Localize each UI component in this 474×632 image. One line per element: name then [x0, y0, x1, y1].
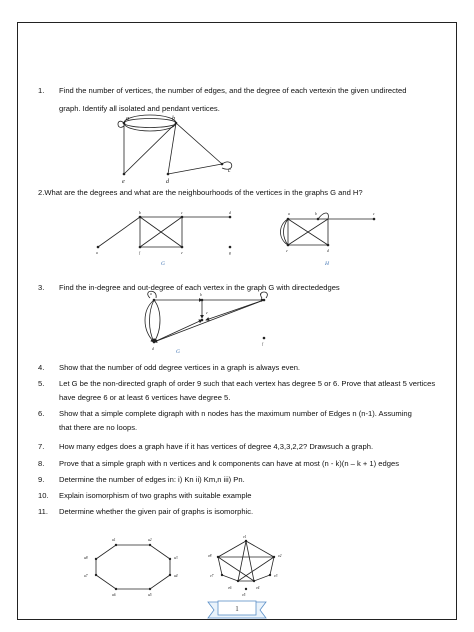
vertex-label: e — [181, 251, 183, 255]
vertex-label: c — [373, 212, 375, 216]
vertex-label: d — [327, 249, 329, 253]
vertex-label: v8 — [208, 554, 212, 558]
vertex-label: d — [229, 211, 231, 215]
vertex-label: a — [126, 116, 129, 122]
octagon-graph-u — [78, 535, 198, 599]
graph-caption: G — [176, 349, 180, 355]
vertex-label: b — [200, 293, 202, 297]
question-number: 11. — [38, 507, 48, 516]
vertex-label: u5 — [148, 593, 152, 597]
vertex-label: f — [139, 251, 140, 255]
vertex-label: a — [150, 292, 152, 296]
graph-g-diagram — [90, 207, 250, 269]
question-2 — [38, 188, 363, 198]
vertex-label: e — [286, 249, 288, 253]
question-text: What are the degrees and what are the neighbourhoods of the vertices in the graphs G and H? — [44, 188, 363, 197]
vertex-label: u4 — [174, 574, 178, 578]
question-text: that there are no loops. — [59, 423, 138, 432]
question-text: Find the number of vertices, the number of edges, and the degree of each vertexin the given undirected — [59, 86, 407, 95]
vertex-label: u3 — [174, 556, 178, 560]
page-number-ribbon — [206, 598, 268, 622]
vertex-label: d — [166, 179, 169, 185]
question-text: Show that the number of odd degree vertices in a graph is always even. — [59, 363, 301, 372]
vertex-label: b — [315, 212, 317, 216]
question-number: 2. — [38, 188, 45, 197]
vertex-label: v1 — [243, 535, 247, 539]
vertex-label: c — [260, 292, 262, 296]
question-text: Explain isomorphism of two graphs with suitable example — [59, 491, 252, 500]
vertex-label: b — [172, 116, 175, 122]
vertex-label: u8 — [84, 556, 88, 560]
directed-graph-g-diagram — [136, 290, 276, 356]
graph-caption: G — [161, 261, 165, 267]
vertex-label: v5 — [242, 593, 246, 597]
question-number: 6. — [38, 409, 45, 418]
question-text: graph. Identify all isolated and pendant vertices. — [59, 104, 220, 113]
question-text: Prove that a simple graph with n vertices and k components can have at most (n - k)(n – k + 1) edges — [59, 459, 399, 468]
question-number: 10. — [38, 491, 49, 500]
vertex-label: u2 — [148, 538, 152, 542]
graph-caption: H — [325, 261, 329, 267]
vertex-label: f — [262, 342, 263, 346]
vertex-label: u1 — [112, 538, 116, 542]
vertex-label: v2 — [278, 554, 282, 558]
question-number: 9. — [38, 475, 45, 484]
vertex-label: d — [152, 347, 154, 351]
page-number: 1 — [235, 605, 239, 613]
question-text: Show that a simple complete digraph with n nodes has the maximum number of Edges n (n-1). Assuming — [59, 409, 412, 418]
question-text: have degree 6 or at least 6 vertices have degree 5. — [59, 393, 231, 402]
question-text: Let G be the non-directed graph of order 9 such that each vertex has degree 5 or 6. Prove that atleast 5 vertices — [59, 379, 436, 388]
graph-h-diagram — [278, 205, 388, 269]
vertex-label: c — [181, 211, 183, 215]
vertex-label: v6 — [228, 586, 232, 590]
question-number: 4. — [38, 363, 45, 372]
vertex-label: v4 — [256, 586, 260, 590]
vertex-label: v3 — [274, 574, 278, 578]
question-text: Determine the number of edges in: i) Kn ii) Km,n iii) Pn. — [59, 475, 245, 484]
question-number: 1. — [38, 86, 45, 95]
question-number: 7. — [38, 442, 45, 451]
question-number: 5. — [38, 379, 45, 388]
graph-1-diagram — [110, 112, 240, 188]
question-number: 3. — [38, 283, 45, 292]
vertex-label: b — [139, 211, 141, 215]
vertex-label: a — [96, 251, 98, 255]
vertex-label: g — [229, 251, 231, 255]
vertex-label: e — [122, 179, 125, 185]
vertex-label: a — [288, 212, 290, 216]
question-text: Determine whether the given pair of graphs is isomorphic. — [59, 507, 254, 516]
vertex-label: c — [228, 168, 231, 174]
question-text: How many edges does a graph have if it has vertices of degree 4,3,3,2,2? Drawsuch a graph. — [59, 442, 374, 451]
question-number: 8. — [38, 459, 45, 468]
question-text: Find the in-degree and out-degree of each vertex in the graph G with directededges — [59, 283, 340, 292]
vertex-label: e — [206, 311, 208, 315]
star-graph-v — [196, 533, 296, 599]
vertex-label: u6 — [112, 593, 116, 597]
vertex-label: u7 — [84, 574, 88, 578]
vertex-label: v7 — [210, 574, 214, 578]
